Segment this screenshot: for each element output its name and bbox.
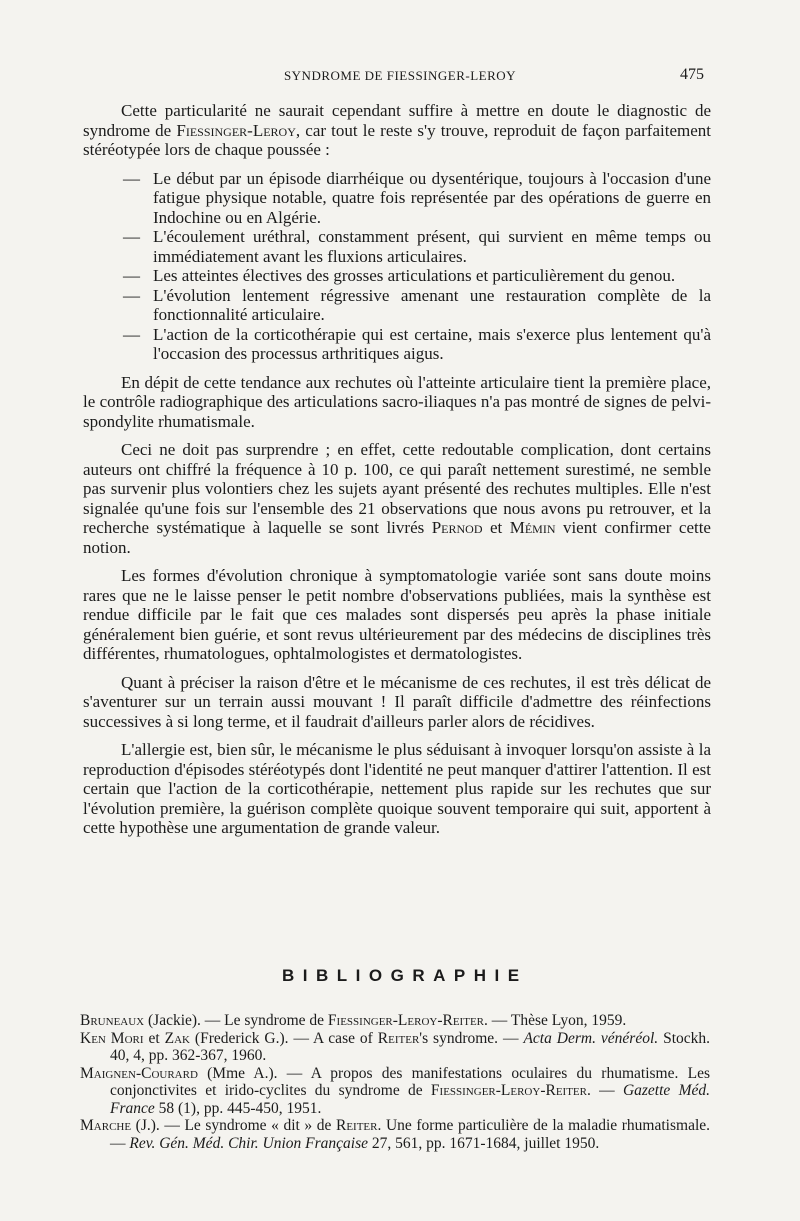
bibliography-heading: BIBLIOGRAPHIE: [282, 966, 528, 985]
paragraph-1-text-a: Cette particularité ne saurait cependant suffire à mettre en doute le diagnostic de syndrome de: [83, 101, 711, 140]
paragraph-2: En dépit de cette tendance aux rechutes où l'atteinte articulaire tient la première place, le contrôle radiographique des articulations sacro-iliaques n'a pas montré de signes de pelvi-spondylite rhumatismale.: [83, 372, 711, 431]
reference-item: [80, 1030, 710, 1065]
list-item: [83, 286, 711, 325]
author-name: Pernod: [431, 518, 483, 537]
reference-author: Zak: [164, 1029, 190, 1047]
reference-item: [80, 1117, 710, 1152]
reference-text: 27, 561, pp. 1671-1684, juillet 1950.: [368, 1134, 600, 1152]
list-item-text: Les atteintes électives des grosses articulations et particulièrement du genou.: [153, 266, 676, 285]
reference-item: [80, 1065, 710, 1118]
body-text: [83, 101, 711, 847]
paragraph-1-text-b: , car tout le reste s'y trouve, reproduit de façon parfaitement stéréotypée lors de chaque poussée :: [83, 120, 711, 159]
reference-author: Maignen-Courard: [80, 1064, 198, 1082]
list-item: [83, 169, 711, 228]
page-number: 475: [680, 66, 704, 83]
paragraph-6: L'allergie est, bien sûr, le mécanisme le plus séduisant à invoquer lorsqu'on assiste à la reproduction d'épisodes stéréotypés dont l'identité ne peut manquer d'attirer l'attention. Il est certain que l'action de la corticothérapie, nettement plus rapide sur les rechutes que sur l'évolution première, la guérison complète quoique souvent temporaire qui suit, apportent à cette hypothèse une argumentation de grande valeur.: [83, 740, 711, 837]
reference-author: Marche: [80, 1117, 132, 1134]
list-item-text: L'évolution lentement régressive amenant une restauration complète de la fonctionnalité articulaire.: [153, 285, 711, 324]
reference-syndrome-name: Fiessinger-Leroy-Reiter: [327, 1012, 484, 1029]
dash-marker: —: [123, 168, 140, 188]
reference-journal: Acta Derm. vénéréol.: [523, 1029, 659, 1047]
list-item: [83, 227, 711, 266]
reference-author: Ken Mori: [80, 1029, 144, 1047]
reference-text: Stockh. 40, 4, pp. 362-367, 1960.: [110, 1029, 711, 1064]
paragraph-1: [83, 101, 711, 160]
reference-text: (J.). — Le syndrome « dit » de: [131, 1117, 336, 1134]
dash-marker: —: [123, 266, 140, 285]
dash-marker: —: [123, 227, 140, 246]
running-title: SYNDROME DE FIESSINGER-LEROY: [283, 68, 517, 83]
reference-syndrome-name: Reiter: [335, 1117, 378, 1134]
paragraph-3-text-a: Ceci ne doit pas surprendre ; en effet, cette redoutable complication, dont certains auteurs ont chiffré la fréquence à 10 p. 100, ce qui paraît nettement surestimé, ne semble pas survenir plus volontiers chez les sujets ayant présenté des rechutes multiples. Elle n'est signalée qu'une fois sur l'ensemble des 21 observations que nous avons pu retrouver, et la recherche systématique à laquelle se sont livrés: [83, 440, 711, 537]
paragraph-3-text-b: vient confirmer cette notion.: [83, 518, 711, 557]
list-item: [83, 325, 711, 364]
reference-text: (Frederick G.). — A case of: [189, 1029, 378, 1047]
paragraph-5: Quant à préciser la raison d'être et le mécanisme de ces rechutes, il est très délicat de s'aventurer sur un terrain aussi mouvant ! Il paraît difficile d'admettre des réinfections successives à si long terme, et il faudrait d'ailleurs parler alors de récidives.: [83, 672, 711, 731]
list-item-text: L'écoulement uréthral, constamment présent, qui survient en même temps ou immédiatement avant les fluxions articulaires.: [153, 227, 711, 266]
reference-text: . Une forme particulière de la maladie rhumatismale. —: [110, 1117, 711, 1152]
paragraph-4: Les formes d'évolution chronique à symptomatologie variée sont sans doute moins rares que ne le laisse penser le petit nombre d'observations publiées, mais la synthèse est rendue difficile par le fait que ces malades sont dispersés peu après la phase initiale généralement bien guérie, et sont revus ultérieurement par des médecins de disciplines très différentes, rhumatologues, ophtalmologistes et dermatologistes.: [83, 566, 711, 663]
reference-text: 58 (1), pp. 445-450, 1951.: [154, 1099, 322, 1117]
reference-text: . — Thèse Lyon, 1959.: [484, 1012, 627, 1029]
reference-item: [80, 1012, 710, 1030]
dash-marker: —: [123, 285, 140, 305]
reference-journal: Gazette Méd. France: [110, 1082, 710, 1117]
paragraph-3: [83, 440, 711, 557]
reference-text: (Jackie). — Le syndrome de: [144, 1012, 328, 1029]
list-item-text: L'action de la corticothérapie qui est certaine, mais s'exerce plus lentement qu'à l'occasion des processus arthritiques aigus.: [153, 324, 711, 363]
paragraph-3-text-mid: et: [482, 518, 510, 537]
reference-journal: Rev. Gén. Méd. Chir. Union Française: [129, 1134, 368, 1152]
author-name: Mémin: [509, 518, 556, 537]
reference-text: 's syndrome. —: [419, 1029, 524, 1047]
running-head: [0, 66, 800, 86]
reference-author: Bruneaux: [80, 1012, 145, 1029]
bibliography-list: [80, 1012, 710, 1152]
reference-text: et: [143, 1029, 165, 1047]
list-item-text: Le début par un épisode diarrhéique ou dysentérique, toujours à l'occasion d'une fatigue physique notable, quatre fois représentée par des opérations de guerre en Indochine ou en Algérie.: [153, 168, 711, 227]
reference-syndrome-name: Reiter: [377, 1029, 420, 1047]
reference-text: (Mme A.). — A propos des manifestations oculaires du rhumatisme. Les conjonctivites et irido-cyclites du syndrome de: [110, 1064, 710, 1099]
author-name: Fiessinger-Leroy: [176, 120, 296, 140]
reference-syndrome-name: Fiessinger-Leroy-Reiter: [430, 1082, 587, 1099]
list-item: [83, 266, 711, 286]
reference-text: . —: [586, 1082, 623, 1099]
symptom-list: [83, 169, 711, 364]
dash-marker: —: [123, 324, 140, 344]
